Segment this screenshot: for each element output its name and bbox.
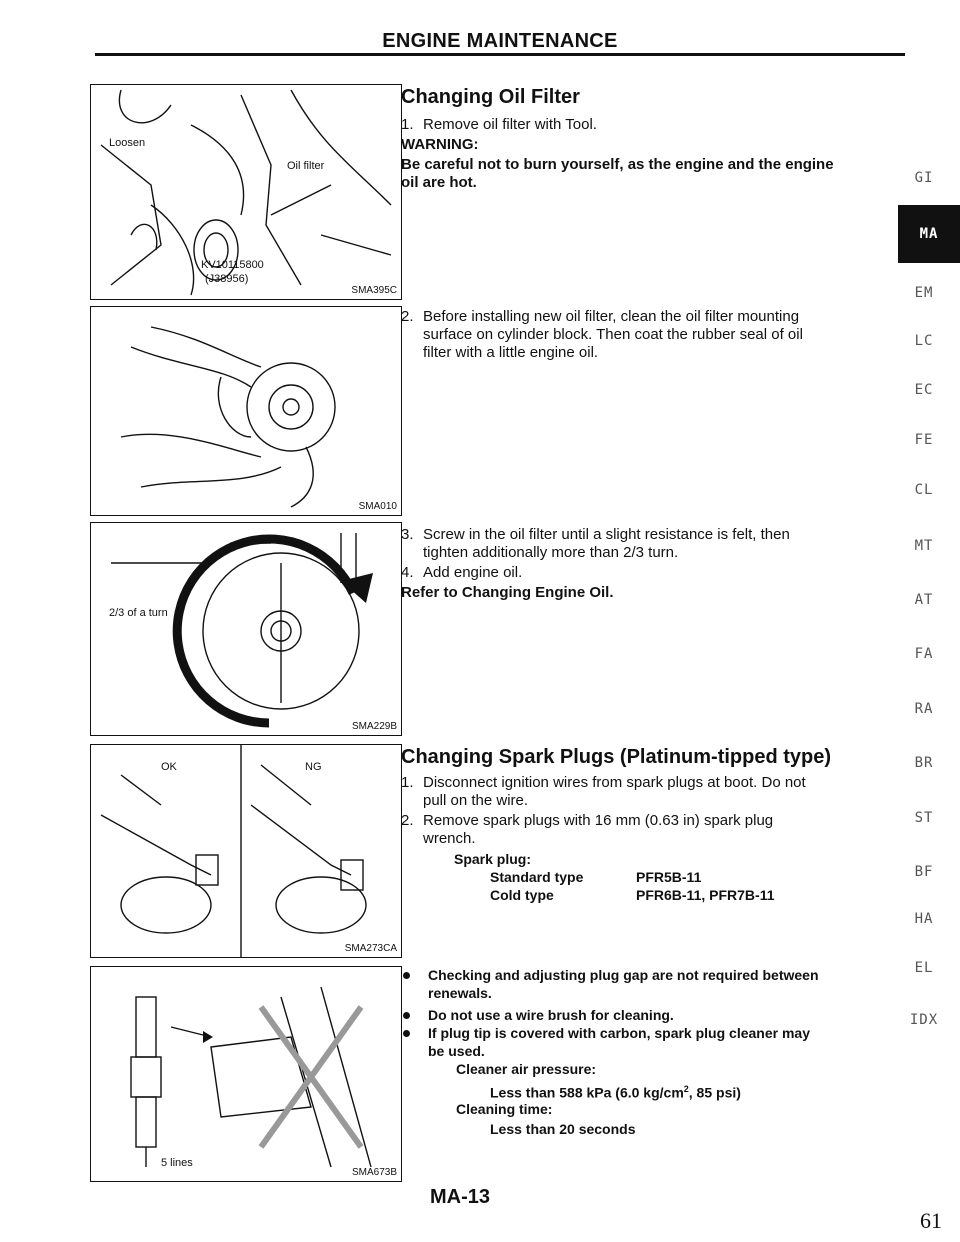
tab-ha[interactable]: HA — [914, 911, 934, 927]
ng-label: NG — [305, 761, 322, 773]
bullet-1-line-2: renewals. — [428, 985, 492, 1001]
figure-code: SMA229B — [351, 721, 397, 732]
step-number: 4. — [401, 564, 414, 581]
tab-at[interactable]: AT — [914, 592, 934, 608]
tab-br[interactable]: BR — [914, 755, 934, 771]
oil-filter-step-3-line-1: Screw in the oil filter until a slight resistance is felt, then — [423, 526, 790, 543]
oil-filter-seal-drawing — [91, 307, 401, 515]
oil-filter-tighten-drawing — [91, 523, 401, 735]
page-label: MA-13 — [430, 1186, 491, 1208]
ok-label: OK — [161, 761, 177, 773]
spec-label: Spark plug: — [454, 851, 532, 867]
page-header: ENGINE MAINTENANCE — [382, 30, 618, 52]
bullet-dot — [403, 972, 410, 979]
loosen-label: Loosen — [109, 137, 146, 149]
warning-text-line-1: Be careful not to burn yourself, as the engine and the engine — [401, 156, 834, 173]
figure-oil-filter-removal — [90, 84, 402, 300]
tool-number-label: KV10115800 — [201, 259, 264, 271]
figure-code: SMA273CA — [344, 943, 397, 954]
oil-filter-step-1: Remove oil filter with Tool. — [423, 116, 597, 133]
cold-type-label: Cold type — [490, 887, 554, 903]
spark-plug-title: Changing Spark Plugs (Platinum-tipped type) — [401, 746, 832, 768]
figure-oil-filter-seal — [90, 306, 402, 516]
cleaning-time-value: Less than 20 seconds — [490, 1121, 636, 1137]
tab-ec[interactable]: EC — [914, 382, 934, 398]
two-thirds-turn-label: 2/3 of a turn — [109, 607, 168, 619]
figure-code: SMA395C — [351, 285, 397, 296]
oil-filter-title: Changing Oil Filter — [401, 86, 580, 108]
spark-plug-step-1-line-1: Disconnect ignition wires from spark plugs at boot. Do not — [423, 774, 806, 791]
tab-lc[interactable]: LC — [914, 333, 934, 349]
tab-em[interactable]: EM — [914, 285, 934, 301]
warning-label: WARNING: — [401, 136, 479, 153]
step-number: 2. — [401, 812, 414, 829]
step-number: 1. — [401, 774, 414, 791]
bullet-2: Do not use a wire brush for cleaning. — [428, 1007, 674, 1023]
oil-filter-step-2-line-2: surface on cylinder block. Then coat the rubber seal of oil — [423, 326, 803, 343]
tab-fe[interactable]: FE — [914, 432, 934, 448]
pressure-value-superscript: 2 — [683, 1084, 689, 1094]
cleaner-pressure-label: Cleaner air pressure: — [456, 1061, 597, 1077]
ignition-wires-drawing — [91, 745, 401, 957]
spark-plug-step-2-line-1: Remove spark plugs with 16 mm (0.63 in) spark plug — [423, 812, 774, 829]
bullet-3-line-2: be used. — [428, 1043, 485, 1059]
step-number: 3. — [401, 526, 414, 543]
pressure-value-suffix: , 85 psi) — [688, 1084, 741, 1101]
figure-spark-plug-cleaning — [90, 966, 402, 1182]
oil-filter-label: Oil filter — [287, 160, 325, 172]
spark-plug-step-2-line-2: wrench. — [423, 830, 476, 847]
figure-oil-filter-tighten — [90, 522, 402, 736]
bullet-dot — [403, 1012, 410, 1019]
tab-st[interactable]: ST — [914, 810, 934, 826]
page-number: 61 — [920, 1208, 942, 1233]
cleaning-time-label: Cleaning time: — [456, 1101, 553, 1117]
oil-filter-step-4: Add engine oil. — [423, 564, 523, 581]
figure-code: SMA673B — [351, 1167, 397, 1178]
tab-idx[interactable]: IDX — [909, 1012, 939, 1028]
spark-plug-cleaning-drawing — [91, 967, 401, 1181]
standard-type-value: PFR5B-11 — [636, 869, 702, 885]
tab-cl[interactable]: CL — [914, 482, 934, 498]
cold-type-value: PFR6B-11, PFR7B-11 — [636, 887, 775, 903]
header-rule — [95, 53, 905, 56]
tab-bf[interactable]: BF — [914, 864, 934, 880]
step-number: 2. — [401, 308, 414, 325]
oil-filter-step-2-line-1: Before installing new oil filter, clean the oil filter mounting — [423, 308, 800, 325]
refer-note: Refer to Changing Engine Oil. — [401, 584, 614, 601]
warning-text-line-2: oil are hot. — [401, 174, 477, 191]
tab-mt[interactable]: MT — [914, 538, 934, 554]
figure-code: SMA010 — [358, 501, 397, 512]
oil-filter-step-3-line-2: tighten additionally more than 2/3 turn. — [423, 544, 679, 561]
bullet-dot — [403, 1030, 410, 1037]
five-lines-label: 5 lines — [161, 1157, 193, 1169]
tab-fa[interactable]: FA — [914, 646, 934, 662]
bullet-3-line-1: If plug tip is covered with carbon, spark plug cleaner may — [428, 1025, 810, 1041]
standard-type-label: Standard type — [490, 869, 584, 885]
figure-ignition-wires — [90, 744, 402, 958]
spark-plug-step-1-line-2: pull on the wire. — [423, 792, 529, 809]
tab-ma-active[interactable]: MA — [898, 205, 960, 263]
bullet-1-line-1: Checking and adjusting plug gap are not required between — [428, 967, 819, 983]
pressure-value-prefix: Less than 588 kPa (6.0 kg/cm — [490, 1084, 684, 1101]
tab-el[interactable]: EL — [914, 960, 934, 976]
tab-ra[interactable]: RA — [914, 701, 934, 717]
cleaner-pressure-value — [490, 1080, 741, 1102]
tab-gi[interactable]: GI — [914, 170, 934, 186]
oil-filter-step-2-line-3: filter with a little engine oil. — [423, 344, 599, 361]
step-number: 1. — [401, 116, 414, 133]
tool-alt-number-label: (J38956) — [205, 273, 249, 285]
